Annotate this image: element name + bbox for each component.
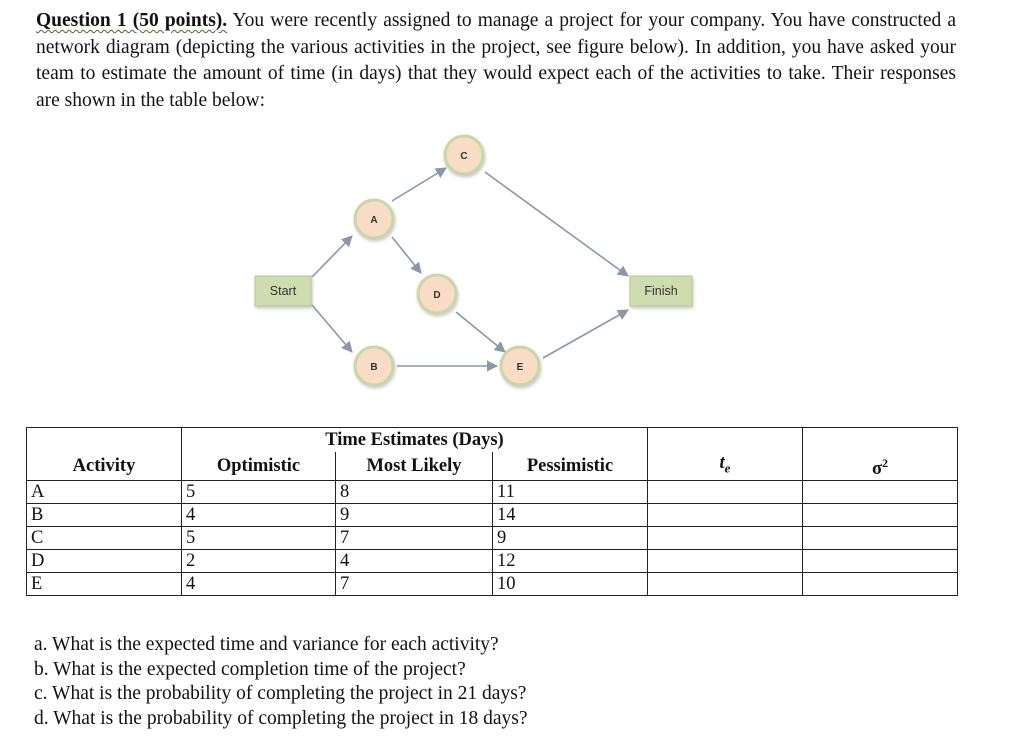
edge-e-finish — [543, 310, 628, 358]
time-estimates-table — [26, 427, 958, 596]
table-row — [27, 504, 958, 527]
question-c: c. What is the probability of completing the project in 21 days? — [34, 683, 527, 704]
question-intro — [36, 8, 956, 114]
cell-variance — [803, 573, 958, 596]
finish-label: Finish — [644, 284, 678, 298]
cell-activity: D — [27, 550, 182, 573]
col-optimistic: Optimistic — [182, 452, 336, 481]
cell-pessimistic: 11 — [493, 481, 648, 504]
cell-variance — [803, 504, 958, 527]
edge-d-e — [456, 312, 505, 352]
cell-pessimistic: 12 — [493, 550, 648, 573]
col-activity: Activity — [27, 452, 182, 481]
cell-pessimistic: 14 — [493, 504, 648, 527]
cell-te — [648, 527, 803, 550]
node-c-label: C — [460, 151, 468, 162]
cell-activity: A — [27, 481, 182, 504]
cell-te — [648, 504, 803, 527]
cell-activity: B — [27, 504, 182, 527]
table-group-row — [27, 428, 958, 453]
node-a — [355, 200, 393, 238]
network-diagram — [0, 120, 1024, 420]
start-label: Start — [269, 284, 297, 298]
group-title: Time Estimates (Days) — [182, 428, 648, 453]
node-b — [355, 347, 393, 385]
cell-variance — [803, 481, 958, 504]
col-most-likely: Most Likely — [336, 452, 493, 481]
sub-questions — [34, 633, 528, 731]
table-row — [27, 527, 958, 550]
table-header-row — [27, 452, 958, 481]
question-b: b. What is the expected completion time of the project? — [34, 658, 466, 680]
edge-start-a — [312, 236, 352, 277]
cell-most-likely: 8 — [336, 481, 493, 504]
cell-optimistic: 5 — [182, 527, 336, 550]
node-e — [501, 347, 539, 385]
question-heading: Question 1 (50 points). — [36, 10, 228, 31]
cell-optimistic: 5 — [182, 481, 336, 504]
edge-c-finish — [485, 172, 628, 276]
finish-node — [630, 276, 692, 306]
cell-te — [648, 573, 803, 596]
cell-most-likely: 9 — [336, 504, 493, 527]
cell-variance — [803, 527, 958, 550]
start-node — [255, 276, 311, 306]
cell-most-likely: 4 — [336, 550, 493, 573]
cell-activity: E — [27, 573, 182, 596]
edge-start-b — [312, 305, 352, 352]
node-c — [445, 136, 483, 174]
col-pessimistic: Pessimistic — [493, 452, 648, 481]
col-expected-time: $t_e$ — [648, 452, 803, 481]
edge-a-c — [392, 168, 446, 201]
cell-te — [648, 550, 803, 573]
question-a: a. What is the expected time and variance for each activity? — [34, 634, 499, 655]
node-b-label: B — [370, 362, 378, 373]
cell-optimistic: 4 — [182, 573, 336, 596]
edge-a-d — [392, 237, 421, 273]
cell-optimistic: 4 — [182, 504, 336, 527]
cell-optimistic: 2 — [182, 550, 336, 573]
node-d-label: D — [433, 290, 441, 301]
cell-pessimistic: 10 — [493, 573, 648, 596]
question-d: d. What is the probability of completing the project in 18 days? — [34, 707, 528, 729]
cell-pessimistic: 9 — [493, 527, 648, 550]
cell-te — [648, 481, 803, 504]
cell-activity: C — [27, 527, 182, 550]
node-d — [418, 275, 456, 313]
table-row — [27, 481, 958, 504]
cell-variance — [803, 550, 958, 573]
node-a-label: A — [370, 215, 378, 226]
col-variance: $\sigma^2$ — [803, 452, 958, 481]
cell-most-likely: 7 — [336, 527, 493, 550]
table-row — [27, 573, 958, 596]
cell-most-likely: 7 — [336, 573, 493, 596]
table-row — [27, 550, 958, 573]
question-text: You were recently assigned to manage a project for your company. You have constructed a network diagram (depicting the various activities in the project, see figure below). In addition, you have asked your team to estimate the amount of time (in days) that they would expect each of the activities to take. Their responses are shown in the table below: — [36, 10, 956, 111]
node-e-label: E — [516, 362, 524, 373]
